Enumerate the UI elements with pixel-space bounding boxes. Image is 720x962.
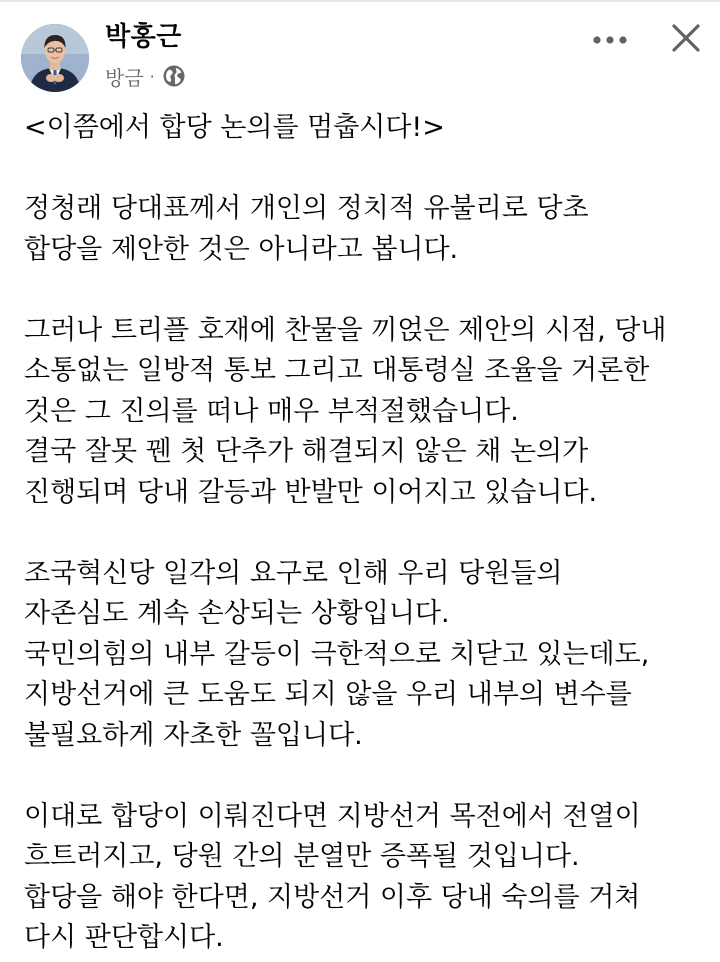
post-text-line: 그러나 트리플 호재에 찬물을 끼얹은 제안의 시점, 당내: [24, 314, 667, 346]
more-horizontal-icon: [592, 35, 628, 45]
post-text-line: 국민의힘의 내부 갈등이 극한적으로 치닫고 있는데도,: [24, 638, 650, 670]
post-text-line: 소통없는 일방적 통보 그리고 대통령실 조율을 거론한: [24, 355, 650, 386]
post-text-line: 진행되며 당내 갈등과 반발만 이어지고 있습니다.: [24, 476, 598, 508]
post-text-line: 정청래 당대표께서 개인의 정치적 유불리로 당초: [24, 193, 589, 224]
post-text-line: 이대로 합당이 이뤄진다면 지방선거 목전에서 전열이: [24, 800, 641, 832]
post-header: [0, 0, 720, 100]
author-name[interactable]: 박홍근: [105, 22, 182, 52]
meta-separator: ·: [149, 66, 155, 86]
post-text-line: 흐트러지고, 당원 간의 분열만 증폭될 것입니다.: [24, 841, 580, 872]
post-text-line: 합당을 제안한 것은 아니라고 봅니다.: [24, 233, 459, 265]
post-body: [24, 108, 704, 959]
close-button[interactable]: [662, 14, 710, 62]
post-blank-line: [24, 513, 704, 554]
close-icon: [671, 23, 701, 53]
post-text-line: 자존심도 계속 손상되는 상황입니다.: [24, 598, 450, 629]
post-text-line: 불필요하게 자초한 꼴입니다.: [24, 719, 363, 751]
post-timestamp[interactable]: 방금: [105, 65, 144, 90]
post-text-line: 조국혁신당 일각의 요구로 인해 우리 당원들의: [24, 557, 563, 589]
profile-photo: [21, 24, 89, 92]
post-blank-line: [24, 270, 704, 311]
post-text-line: 다시 판단합시다.: [24, 922, 224, 953]
post-text-line: 지방선거에 큰 도움도 되지 않을 우리 내부의 변수를: [24, 679, 632, 710]
post-blank-line: [24, 756, 704, 797]
post-text-line: 합당을 해야 한다면, 지방선거 이후 당내 숙의를 거쳐: [24, 881, 641, 913]
post-text-line: 것은 그 진의를 떠나 매우 부적절했습니다.: [24, 395, 519, 427]
post-meta: [105, 62, 186, 90]
post-text-line: <이쯤에서 합당 논의를 멈춥시다!>: [24, 112, 445, 143]
author-avatar[interactable]: [21, 24, 89, 92]
more-options-button[interactable]: [582, 20, 638, 60]
post-text-line: 결국 잘못 꿴 첫 단추가 해결되지 않은 채 논의가: [24, 436, 589, 467]
post-blank-line: [24, 149, 704, 190]
globe-icon[interactable]: [162, 64, 186, 88]
